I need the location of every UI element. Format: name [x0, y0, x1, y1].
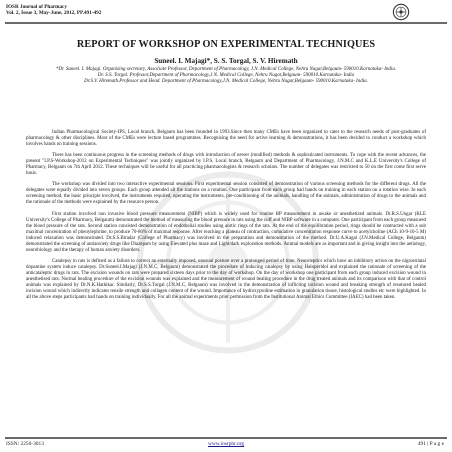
journal-volume: Vol. 2, Issue 3, May-June, 2012, PP.491-492: [6, 10, 102, 17]
body-paragraph: First station involved non invasive blood pressure measurement (NIBP) which is widely used for routine BP measurement in awake or anesthetized animals. Dr.R.S.Ungar (KLE University's College of Pharmacy, Belgaum) demonstrated the method of measuring the blood pressure in rats using the cuff and NIBP software in a computer. One participant from each group measured the blood pressure of the rats. Second station consisted demonstration of endothelial studies using aortic rings of the rats. At the end of the equilibration period, rings should be contracted with a sub maximal concentration of phenylephrine, to produce 70-80% of maximal response. After reaching a plateau of contraction, cumulative concentration response curve to acetylcholine (ACh 10-9-10-5 M) induced relaxation was demonstrated. Dr.S.S.Biradar (College of Pharmacy) was involved in the preparation and demonstration of the method. Dr.U.A.Kagal (J.N.Medical College, Belgaum) demonstrated the screening of antianxiety drugs like Diazepam by using Elevated plus maze and Light/dark exploration methods. Animal models are as important and in giving insight into the aetiology, neurobiology and the therapy of human anxiety disorders.: [26, 211, 426, 253]
body-paragraph: There has been continuous progress in the screening methods of drugs with introduction of newer (modified) methods & sophisticated instruments. To cope with the recent advances, the present "I.P.S-Workshop-2012 on Experimental Techniques" was jointly organized by I.P.S, Local branch, Belgaum and Department of Pharmacology, J.N.M.C and K.L.E University's College of Pharmacy, Belgaum on 7th April 2012. These techniques will be useful for all practicing pharmacologists & research scholars. The number of delegates was restricted to 50 on the first come first serve basis.: [26, 153, 426, 177]
header-divider: [5, 22, 447, 24]
journal-name: IOSR Journal of Pharmacy: [6, 4, 67, 10]
affiliation: Dr.S.V. Hiremath.Professor and Head. Department of Pharmacology,J.N. Medical College, Nehru Nagar,Belgaum- 590010.Karnataka- India.: [84, 79, 368, 85]
body-paragraph: Indian Pharmacological Society-IPS, Local branch, Belgaum has been founded in 1993.Since then many CMEs have been organized to cater to the research needs of post-graduates of pharmacology & other disciplines. Most of the CMEs were lecture based programmes. Recognising the need for active learning & demonstrations, it has been decided to conduct a workshop which involves hands on training sessions.: [26, 130, 426, 148]
journal-header: [6, 4, 101, 17]
affiliations: [18, 67, 434, 86]
page-number: 491 | P a g e: [417, 441, 444, 447]
body-paragraph: Catalepsy in rats is defined as a failure to correct an externally imposed, unusual posture over a prolonged period of time. Neuroleptics which have an inhibitory action on the nigrostriatal dopamine system induce catalepsy. Dr.Suneel.I.Majagi (J.N.M.C, Belgaum) demonstrated the procedure of inducing catalepsy by using Haloperidol and explained the rationale of screening of the anticataleptic drugs in rats. The excision wounds on rats were prepared sixteen days prior to the day of workshop. On the day of workshop one participant from each group induced excision wound in anesthetised rats. Normal healing procedure of the excision wounds was explained and the measurement of wound healing procedure in the drug treated animals and its comparison with that of control animals was explained by Dr.N.K.Hathikar. Similarly, Dr.S.S.Torgal (J.N.M.C, Belgaum) was involved in the demonstration of inflicting incision wound and breaking strength of resutured healed incision wound which indirectly indicates tensile strength and collagen content of the wound. Importance of hydroxyproline estimation in granulation tissue, histological studies etc were highlighted. In all the above steps participants had hands on training individually. For all the animal experiments prior permission from the Institutional Animal Ethics Committee (IAEC) had been taken.: [26, 258, 426, 301]
iosr-logo-icon: [392, 3, 410, 21]
affiliation: *Dr. Suneel. I. Majagi. Organizing secretary, Associate Professor, Department of Pharmacology, J.N. Medical College, Nehru Nagar,Belgaum- 590010.Karnataka- India.: [55, 67, 397, 72]
paper-title: REPORT OF WORKSHOP ON EXPERIMENTAL TECHNIQUES: [76, 39, 376, 50]
journal-url-link[interactable]: www.iosrphr.org: [207, 441, 245, 447]
article-body: [26, 130, 426, 306]
footer-divider: [5, 437, 447, 439]
issn-label: ISSN: 2250-3013: [6, 441, 44, 447]
body-paragraph: The workshop was divided into two interactive experimental sessions. First experimental session consisted of demonstration of various screening methods for the different drugs. All the delegates were equally divided into seven groups. Each group attended all the stations on a rotation. One participant from each group had hands on training in each station on a rotation wise. In each screening method, the basic principle involved, the instruments required, operating the instruments, pre-conditioning of the animals, handling of the animals, administration of drugs to the animals and the rationale of the methods were explained by the resource person.: [26, 182, 426, 206]
author-list: Suneel. I. Majagi*, S. S. Torgal, S. V. Hiremath: [154, 57, 298, 65]
affiliation: Dr. S.S. Torgal. Professor,Department of Pharmacology,J.N. Medical College, Nehru Nagar,Belgaum- 590010.Karnataka- India: [97, 73, 355, 79]
journal-url-row: [0, 441, 452, 447]
